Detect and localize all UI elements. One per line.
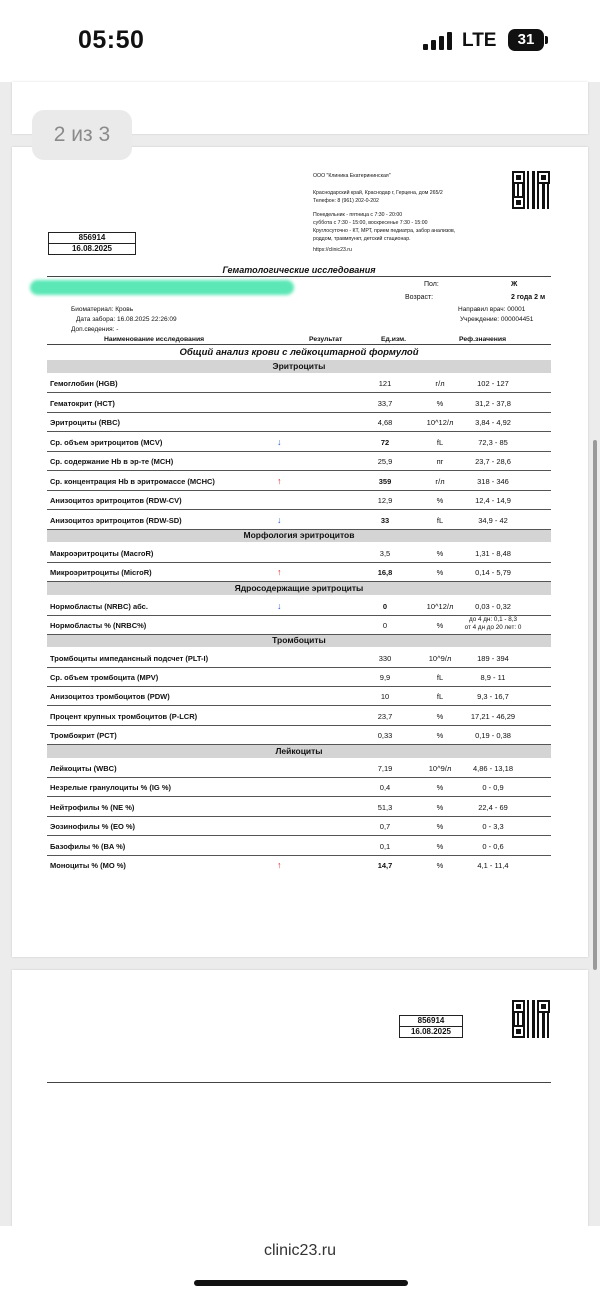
test-name: Незрелые гранулоциты % (IG %) xyxy=(50,783,172,792)
qr-code-icon xyxy=(512,1000,550,1038)
arrow-down-icon: ↓ xyxy=(277,437,282,447)
test-name: Нормобласты (NRBC) абс. xyxy=(50,602,148,611)
sex-value: Ж xyxy=(511,281,518,288)
section-leukocytes: Лейкоциты xyxy=(47,745,551,758)
col-result: Результат xyxy=(309,336,343,343)
test-result: 12,9 xyxy=(377,496,393,505)
table-row xyxy=(47,543,551,563)
clinic-site[interactable]: https://clinic23.ru xyxy=(313,247,352,253)
test-result: 0,33 xyxy=(377,731,393,740)
col-unit: Ед.изм. xyxy=(381,336,407,343)
table-row xyxy=(47,432,551,452)
arrow-down-icon: ↓ xyxy=(277,601,282,611)
test-name: Ср. объем эритроцитов (MCV) xyxy=(50,438,163,447)
table-row xyxy=(47,615,551,635)
scrollbar[interactable] xyxy=(593,440,597,970)
test-unit: пг xyxy=(436,457,444,466)
biomaterial: Биоматериал: Кровь xyxy=(71,306,134,313)
test-unit: % xyxy=(436,568,444,577)
test-unit: % xyxy=(436,712,444,721)
test-reference: 0 - 0,6 xyxy=(482,842,504,851)
test-unit: fL xyxy=(436,516,444,525)
section-platelets: Тромбоциты xyxy=(47,634,551,647)
test-name: Ср. содержание Hb в эр-те (MCH) xyxy=(50,457,174,466)
test-unit: % xyxy=(436,399,444,408)
test-name: Эозинофилы % (EO %) xyxy=(50,822,136,831)
collection-date: Дата забора: 16.08.2025 22:26:09 xyxy=(76,316,177,323)
test-name: Микроэритроциты (MicroR) xyxy=(50,568,152,577)
age-value: 2 года 2 м xyxy=(511,294,546,301)
clinic-hours: роддом, травмпункт, детский стационар. xyxy=(313,236,411,242)
order-number: 856914 xyxy=(78,233,106,242)
test-name: Моноциты % (MO %) xyxy=(50,861,126,870)
test-unit: 10^9/л xyxy=(428,654,452,663)
home-indicator[interactable] xyxy=(194,1280,408,1286)
section-erythrocytes: Эритроциты xyxy=(47,360,551,373)
test-name: Макроэритроциты (MacroR) xyxy=(50,549,154,558)
test-reference: 0,03 - 0,32 xyxy=(475,602,511,611)
clinic-phone: Телефон: 8 (961) 202-0-202 xyxy=(313,198,379,204)
test-reference-line: от 4 дн до 20 лет: 0 xyxy=(464,624,522,631)
test-reference: 0 - 0,9 xyxy=(482,783,504,792)
test-name: Анизоцитоз эритроцитов (RDW-CV) xyxy=(50,496,182,505)
test-name: Анизоцитоз тромбоцитов (PDW) xyxy=(50,692,170,701)
test-result: 10 xyxy=(380,692,390,701)
test-result: 0,4 xyxy=(379,783,391,792)
test-name: Гемоглобин (HGB) xyxy=(50,379,118,388)
browser-bottom-bar xyxy=(0,1226,600,1297)
test-unit: 10^12/л xyxy=(426,602,454,611)
test-name: Лейкоциты (WBC) xyxy=(50,764,117,773)
table-row xyxy=(47,797,551,817)
table-row xyxy=(47,758,551,778)
table-row xyxy=(47,706,551,726)
test-reference: 22,4 - 69 xyxy=(478,803,508,812)
table-row xyxy=(47,393,551,413)
referring-doctor: Направил врач: 00001 xyxy=(458,306,526,313)
table-row xyxy=(47,373,551,393)
address-bar[interactable]: clinic23.ru xyxy=(263,1242,337,1259)
table-row xyxy=(47,412,551,432)
test-unit: 10^9/л xyxy=(428,764,452,773)
test-reference: 189 - 394 xyxy=(477,654,509,663)
section-nucleated: Ядросодержащие эритроциты xyxy=(47,582,551,595)
test-unit: % xyxy=(436,861,444,870)
institution: Учреждение: 000004451 xyxy=(460,316,534,323)
test-reference: 4,86 - 13,18 xyxy=(472,764,514,773)
clinic-address: Краснодарский край, Краснодар г, Герцена, дом 265/2 xyxy=(313,190,443,196)
arrow-up-icon: ↑ xyxy=(277,860,282,870)
test-unit: % xyxy=(436,496,444,505)
battery-icon: 31 xyxy=(508,29,544,51)
arrow-up-icon: ↑ xyxy=(277,567,282,577)
test-unit: % xyxy=(436,822,444,831)
report-title: Гематологические исследования xyxy=(47,265,551,277)
test-reference: 72,3 - 85 xyxy=(478,438,508,447)
test-reference: 12,4 - 14,9 xyxy=(475,496,511,505)
test-result: 4,68 xyxy=(377,418,393,427)
pdf-page-3 xyxy=(12,970,588,1230)
test-reference: 3,84 - 4,92 xyxy=(475,418,511,427)
test-unit: 10^12/л xyxy=(426,418,454,427)
test-reference: 23,7 - 28,6 xyxy=(475,457,511,466)
table-row xyxy=(47,562,551,582)
test-unit: % xyxy=(436,842,444,851)
table-row xyxy=(47,725,551,745)
test-result: 3,5 xyxy=(379,549,391,558)
test-reference: 1,31 - 8,48 xyxy=(475,549,511,558)
test-result: 0 xyxy=(382,602,388,611)
table-row xyxy=(47,816,551,836)
test-name: Анизоцитоз эритроцитов (RDW-SD) xyxy=(50,516,182,525)
test-name: Тромбокрит (PCT) xyxy=(50,731,117,740)
test-result: 14,7 xyxy=(377,861,393,870)
network-type: LTE xyxy=(462,30,497,51)
test-unit: % xyxy=(436,549,444,558)
age-label: Возраст: xyxy=(405,294,434,301)
extra-info: Доп.сведения: - xyxy=(71,326,119,333)
test-unit: г/л xyxy=(435,379,445,388)
table-row xyxy=(47,836,551,856)
arrow-up-icon: ↑ xyxy=(277,476,282,486)
test-reference: 4,1 - 11,4 xyxy=(477,861,509,870)
table-row xyxy=(47,686,551,706)
test-name: Нормобласты % (NRBC%) xyxy=(50,621,147,630)
test-unit: fL xyxy=(436,692,444,701)
table-row xyxy=(47,451,551,471)
test-reference: 8,9 - 11 xyxy=(480,673,506,682)
test-unit: fL xyxy=(436,673,444,682)
sex-label: Пол: xyxy=(424,281,439,288)
test-reference: 9,3 - 16,7 xyxy=(477,692,509,701)
test-name: Процент крупных тромбоцитов (P-LCR) xyxy=(50,712,198,721)
col-ref: Реф.значения xyxy=(459,336,507,343)
test-reference: 0,14 - 5,79 xyxy=(475,568,511,577)
col-name: Наименование исследования xyxy=(104,336,205,343)
order-date: 16.08.2025 xyxy=(49,243,135,254)
table-row xyxy=(47,855,551,874)
report-subtitle: Общий анализ крови с лейкоцитарной формулой xyxy=(179,347,419,358)
test-name: Нейтрофилы % (NE %) xyxy=(50,803,135,812)
test-reference xyxy=(443,616,543,632)
test-result: 72 xyxy=(380,438,390,447)
test-reference: 17,21 - 46,29 xyxy=(470,712,516,721)
test-reference: 0,19 - 0,38 xyxy=(475,731,511,740)
table-row xyxy=(47,667,551,687)
test-unit: % xyxy=(436,783,444,792)
status-bar xyxy=(0,0,600,82)
clinic-name: ООО "Клиника Екатерининская" xyxy=(313,173,391,179)
clinic-hours: суббота с 7:30 - 15:00, воскресенье 7:30 - 15:00 xyxy=(313,220,428,226)
table-row xyxy=(47,510,551,530)
order-id-box xyxy=(48,232,136,255)
test-result: 7,19 xyxy=(377,764,393,773)
test-result: 25,9 xyxy=(377,457,393,466)
test-name: Ср. объем тромбоцита (MPV) xyxy=(50,673,159,682)
test-result: 51,3 xyxy=(377,803,393,812)
table-row xyxy=(47,471,551,491)
test-reference: 0 - 3,3 xyxy=(482,822,504,831)
clock: 05:50 xyxy=(78,26,145,54)
cellular-signal-icon xyxy=(423,32,453,50)
test-unit: % xyxy=(436,803,444,812)
order-date: 16.08.2025 xyxy=(400,1026,462,1037)
test-unit: г/л xyxy=(435,477,445,486)
redacted-patient-name xyxy=(30,280,294,295)
test-result: 0 xyxy=(382,621,388,630)
test-reference: 31,2 - 37,8 xyxy=(475,399,511,408)
test-name: Эритроциты (RBC) xyxy=(50,418,120,427)
test-reference-line: до 4 дн: 0,1 - 8,3 xyxy=(469,616,517,623)
test-name: Тромбоциты импедансный подсчет (PLT-I) xyxy=(50,654,209,663)
clinic-hours: Понедельник - пятница с 7:30 - 20:00 xyxy=(313,212,403,218)
test-reference: 318 - 346 xyxy=(477,477,509,486)
test-result: 9,9 xyxy=(379,673,391,682)
clinic-info xyxy=(313,172,503,254)
test-result: 121 xyxy=(378,379,392,388)
order-id-box-page3 xyxy=(399,1015,463,1038)
test-name: Ср. концентрация Hb в эритромассе (MCHC) xyxy=(50,477,215,486)
table-row xyxy=(47,490,551,510)
clinic-hours: Круглосуточно - КТ, МРТ, прием педиатра, забор анализов, xyxy=(313,228,456,234)
test-result: 23,7 xyxy=(377,712,393,721)
test-result: 0,7 xyxy=(379,822,391,831)
test-name: Базофилы % (BA %) xyxy=(50,842,126,851)
table-row xyxy=(47,777,551,797)
test-result: 33,7 xyxy=(377,399,393,408)
test-unit: % xyxy=(436,621,444,630)
test-reference: 102 - 127 xyxy=(477,379,509,388)
test-result: 16,8 xyxy=(377,568,393,577)
page-counter: 2 из 3 xyxy=(32,110,132,160)
test-unit: fL xyxy=(436,438,444,447)
test-result: 359 xyxy=(378,477,392,486)
test-reference: 34,9 - 42 xyxy=(478,516,508,525)
test-result: 33 xyxy=(380,516,390,525)
arrow-down-icon: ↓ xyxy=(277,515,282,525)
table-header xyxy=(47,335,551,345)
table-top-border xyxy=(47,1082,551,1083)
section-morphology: Морфология эритроцитов xyxy=(47,529,551,542)
table-row xyxy=(47,648,551,668)
test-name: Гематокрит (HCT) xyxy=(50,399,115,408)
test-unit: % xyxy=(436,731,444,740)
table-row xyxy=(47,596,551,616)
test-result: 0,1 xyxy=(379,842,391,851)
order-number: 856914 xyxy=(417,1016,445,1025)
qr-code-icon xyxy=(512,171,550,209)
test-result: 330 xyxy=(378,654,392,663)
